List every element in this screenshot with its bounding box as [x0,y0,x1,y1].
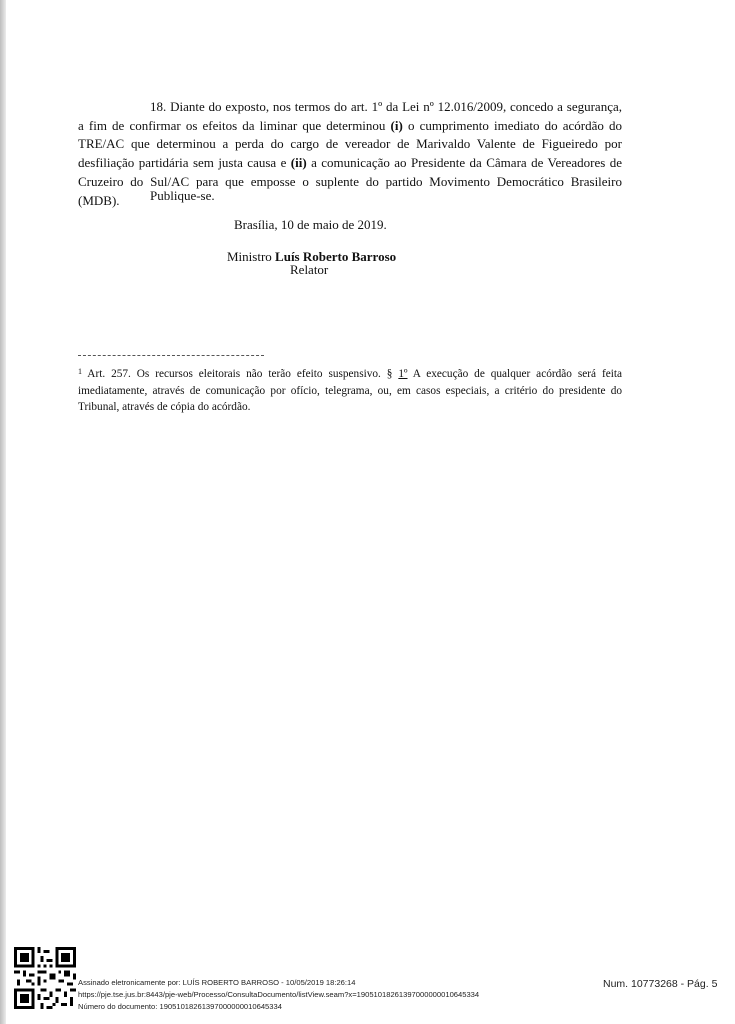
publique-se: Publique-se. [150,188,215,203]
paragraph-text-part: 18. Diante do exposto, nos termos do art. 1º da Lei nº 12.016/2009, concedo a segurança, a fim de confirmar os efeitos da liminar que determinou [78,99,622,133]
page-number: Num. 10773268 - Pág. 5 [603,978,718,990]
marker-i: (i) [390,117,403,133]
paragraph-text-part: o cumprimento imediato do acórdão do TRE/AC que determinou a perda do cargo de vereador de Marivaldo Valente de Figueiredo por desfiliação partidária sem justa causa e [78,117,622,171]
signature-name: Luís Roberto Barroso [275,249,397,264]
footnote-number: 1 [78,367,82,376]
footnote-text-part: Art. 257. Os recursos eleitorais não terão efeito suspensivo. § [82,368,399,380]
marker-ii: (ii) [290,155,307,171]
qr-code-icon [14,947,76,1009]
document-number: Número do documento: 19051018261397000000010645334 [78,1002,282,1011]
signature-role: Relator [290,262,329,277]
footnote-1 [78,364,622,416]
paragraph-text-part: a comunicação ao Presidente da Câmara de Vereadores de Cruzeiro do Sul/AC para que empossе o suplente do partido Movimento Democrático Brasileiro (MDB). [78,155,622,208]
footnote-separator [78,355,264,356]
page-edge-shadow [0,0,6,1024]
signature-title: Ministro [227,249,276,264]
verification-url[interactable]: https://pje.tse.jus.br:8443/pje-web/Processo/ConsultaDocumento/listView.seam?x=19051018261397000000010645334 [78,990,480,999]
footnote-paragraph-ref: 1º [398,368,408,380]
place-date: Brasília, 10 de maio de 2019. [234,217,387,232]
footnote-text-part: A execução de qualquer acórdão será feita imediatamente, através de comunicação por ofício, telegrama, ou, em casos especiais, a critério do presidente do Tribunal, através de cópia do acórdão. [78,368,623,413]
signed-by-line: Assinado eletronicamente por: LUÍS ROBERTO BARROSO - 10/05/2019 18:26:14 [78,978,356,987]
